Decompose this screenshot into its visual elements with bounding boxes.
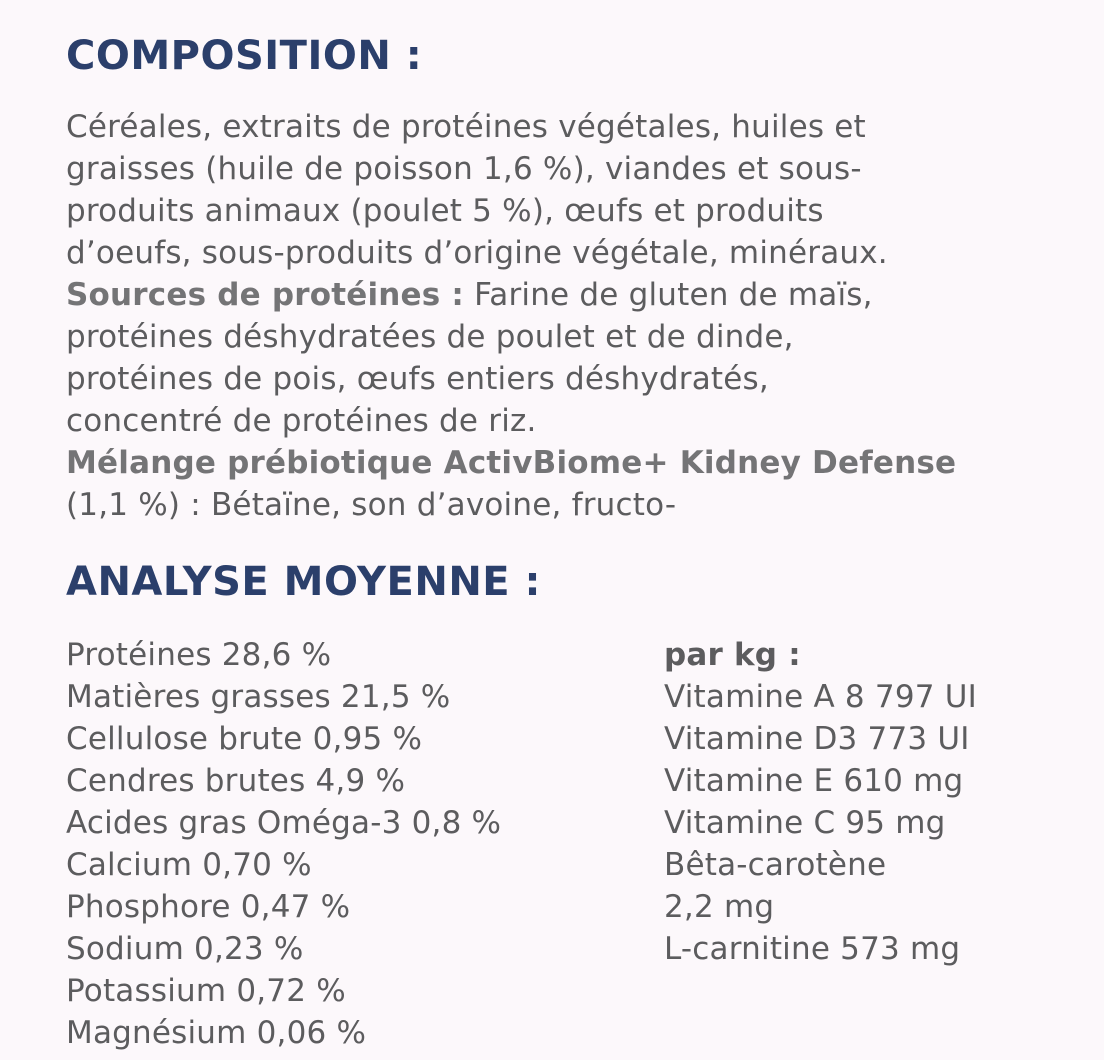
protein-sources-text: Farine de gluten de maïs, — [464, 277, 873, 313]
analysis-left-list — [66, 634, 501, 1054]
vitamin-item: L-carnitine 573 mg — [664, 931, 961, 967]
protein-sources-line: concentré de protéines de riz. — [66, 403, 537, 439]
protein-sources-label: Sources de protéines : — [66, 277, 465, 313]
analysis-heading: ANALYSE MOYENNE : — [66, 559, 542, 605]
composition-line: produits animaux (poulet 5 %), œufs et produits — [66, 193, 824, 229]
prebiotic-line: (1,1 %) : Bétaïne, son d’avoine, fructo- — [66, 487, 677, 523]
analysis-item: Sodium 0,23 % — [66, 931, 304, 967]
analysis-item: Magnésium 0,06 % — [66, 1015, 367, 1051]
vitamin-item: Vitamine E 610 mg — [664, 763, 964, 799]
protein-sources-line: protéines de pois, œufs entiers déshydratés, — [66, 361, 769, 397]
composition-line: d’oeufs, sous-produits d’origine végétale, minéraux. — [66, 235, 888, 271]
composition-line: graisses (huile de poisson 1,6 %), viandes et sous- — [66, 151, 862, 187]
analysis-right-list — [664, 634, 977, 970]
analysis-item: Cellulose brute 0,95 % — [66, 721, 423, 757]
analysis-item: Protéines 28,6 % — [66, 637, 332, 673]
analysis-item: Phosphore 0,47 % — [66, 889, 351, 925]
analysis-item: Matières grasses 21,5 % — [66, 679, 451, 715]
vitamin-item: 2,2 mg — [664, 889, 775, 925]
analysis-item: Calcium 0,70 % — [66, 847, 312, 883]
protein-sources-line — [66, 274, 873, 316]
per-kg-label: par kg : — [664, 637, 801, 673]
vitamin-item: Vitamine D3 773 UI — [664, 721, 970, 757]
composition-heading: COMPOSITION : — [66, 33, 423, 79]
composition-line: Céréales, extraits de protéines végétales, huiles et — [66, 109, 866, 145]
protein-sources-line: protéines déshydratées de poulet et de dinde, — [66, 319, 794, 355]
vitamin-item: Vitamine A 8 797 UI — [664, 679, 977, 715]
analysis-item: Potassium 0,72 % — [66, 973, 346, 1009]
analysis-item: Acides gras Oméga-3 0,8 % — [66, 805, 502, 841]
prebiotic-label: Mélange prébiotique ActivBiome+ Kidney Defense — [66, 445, 957, 481]
vitamin-item: Bêta-carotène — [664, 847, 887, 883]
analysis-item: Cendres brutes 4,9 % — [66, 763, 406, 799]
vitamin-item: Vitamine C 95 mg — [664, 805, 946, 841]
